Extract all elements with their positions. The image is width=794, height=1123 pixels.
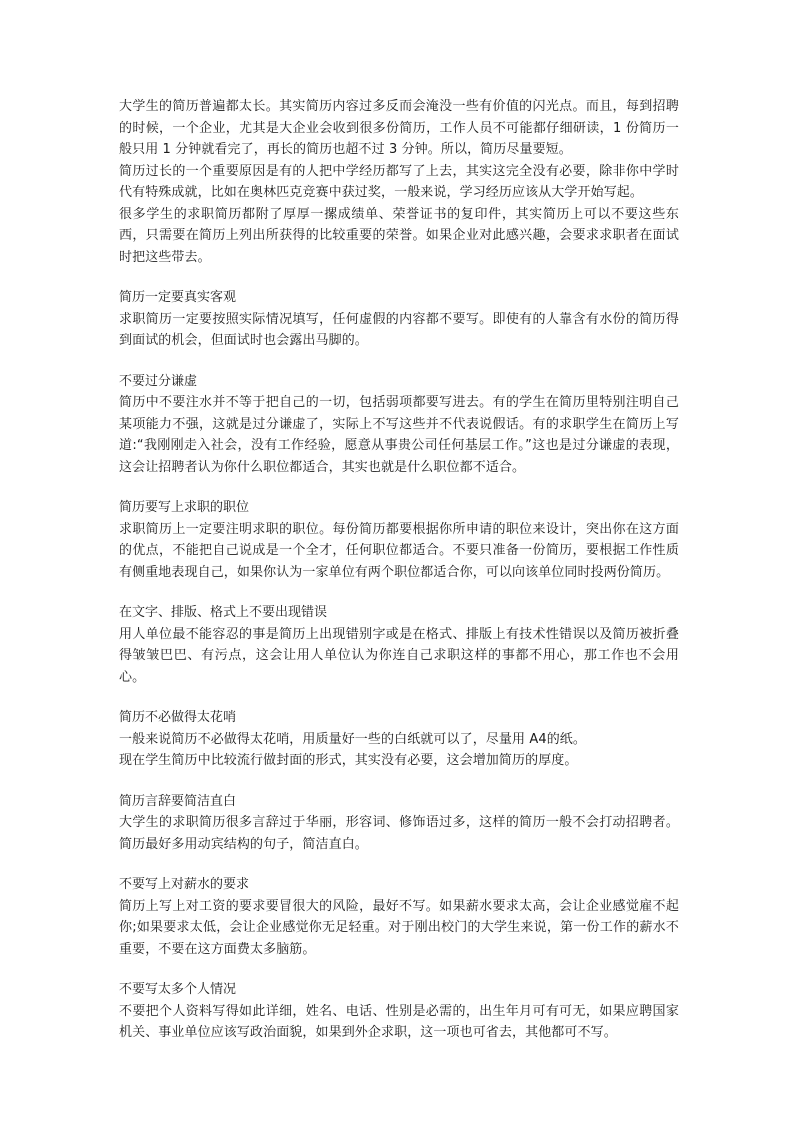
section-position <box>119 497 679 583</box>
section-concise <box>119 791 679 856</box>
section-heading: 简历一定要真实客观 <box>119 290 237 305</box>
section-salary <box>119 874 679 960</box>
section-paragraph: 简历中不要注水并不等于把自己的一切，包括弱项都要写进去。有的学生在简历里特别注明自己某项能力不强，这就是过分谦虚了，实际上不写这些并不代表说假话。有的求职学生在简历上写道:“我刚刚走入社会，没有工作经验，愿意从事贵公司任何基层工作。”这也是过分谦虚的表现，这会让招聘者认为你什么职位都适合，其实也就是什么职位都不适合。 <box>119 395 679 475</box>
section-paragraph: 求职简历一定要按照实际情况填写，任何虚假的内容都不要写。即使有的人靠含有水份的简历得到面试的机会，但面试时也会露出马脚的。 <box>119 311 679 348</box>
section-heading: 简历要写上求职的职位 <box>119 500 250 515</box>
section-heading: 不要过分谦虚 <box>119 373 198 389</box>
section-truthful <box>119 287 679 352</box>
section-paragraph: 现在学生简历中比较流行做封面的形式，其实没有必要，这会增加简历的厚度。 <box>119 753 578 768</box>
section-heading: 不要写上对薪水的要求 <box>119 877 250 892</box>
section-plain <box>119 707 679 772</box>
document-page <box>119 96 679 1044</box>
section-modesty <box>119 371 679 479</box>
section-heading: 简历不必做得太花哨 <box>119 710 237 725</box>
section-errors <box>119 602 679 688</box>
section-heading: 不要写太多个人情况 <box>119 982 237 997</box>
section-paragraph: 大学生的求职简历很多言辞过于华丽，形容词、修饰语过多，这样的简历一般不会打动招聘者。简历最好多用动宾结构的句子，简洁直白。 <box>119 815 679 852</box>
section-heading: 简历言辞要简洁直白 <box>119 793 237 809</box>
section-paragraph: 求职简历上一定要注明求职的职位。每份简历都要根据你所申请的职位来设计，突出你在这方面的优点，不能把自己说成是一个全才，任何职位都适合。不要只准备一份简历，要根据工作性质有侧重地表现自己，如果你认为一家单位有两个职位都适合你，可以向该单位同时投两份简历。 <box>119 521 679 580</box>
section-paragraph: 简历上写上对工资的要求要冒很大的风险，最好不写。如果薪水要求太高，会让企业感觉雇不起你;如果要求太低，会让企业感觉你无足轻重。对于刚出校门的大学生来说，第一份工作的薪水不重要，不要在这方面费太多脑筋。 <box>119 898 679 957</box>
intro-paragraph: 很多学生的求职简历都附了厚厚一摞成绩单、荣誉证书的复印件，其实简历上可以不要这些东西，只需要在简历上列出所获得的比较重要的荣誉。如果企业对此感兴趣，会要求求职者在面试时把这些带去。 <box>119 206 679 265</box>
section-paragraph: 用人单位最不能容忍的事是简历上出现错别字或是在格式、排版上有技术性错误以及简历被折叠得皱皱巴巴、有污点，这会让用人单位认为你连自己求职这样的事都不用心，那工作也不会用心。 <box>119 626 679 685</box>
section-personal-info <box>119 979 679 1044</box>
intro-paragraph: 简历过长的一个重要原因是有的人把中学经历都写了上去，其实这完全没有必要，除非你中学时代有特殊成就，比如在奥林匹克竞赛中获过奖，一般来说，学习经历应该从大学开始写起。 <box>119 163 679 200</box>
intro-paragraph: 大学生的简历普遍都太长。其实简历内容过多反而会淹没一些有价值的闪光点。而且，每到招聘的时候，一个企业，尤其是大企业会收到很多份简历，工作人员不可能都仔细研读，1 份简历一般只用 1 分钟就看完了，再长的简历也超不过 3 分钟。所以，简历尽量要短。 <box>119 99 679 157</box>
intro-block <box>119 96 679 268</box>
section-paragraph: 不要把个人资料写得如此详细，姓名、电话、性别是必需的，出生年月可有可无，如果应聘国家机关、事业单位应该写政治面貌，如果到外企求职，这一项也可省去，其他都可不写。 <box>119 1003 679 1040</box>
section-heading: 在文字、排版、格式上不要出现错误 <box>119 605 328 620</box>
section-paragraph: 一般来说简历不必做得太花哨，用质量好一些的白纸就可以了，尽量用 A4的纸。 <box>119 731 586 747</box>
